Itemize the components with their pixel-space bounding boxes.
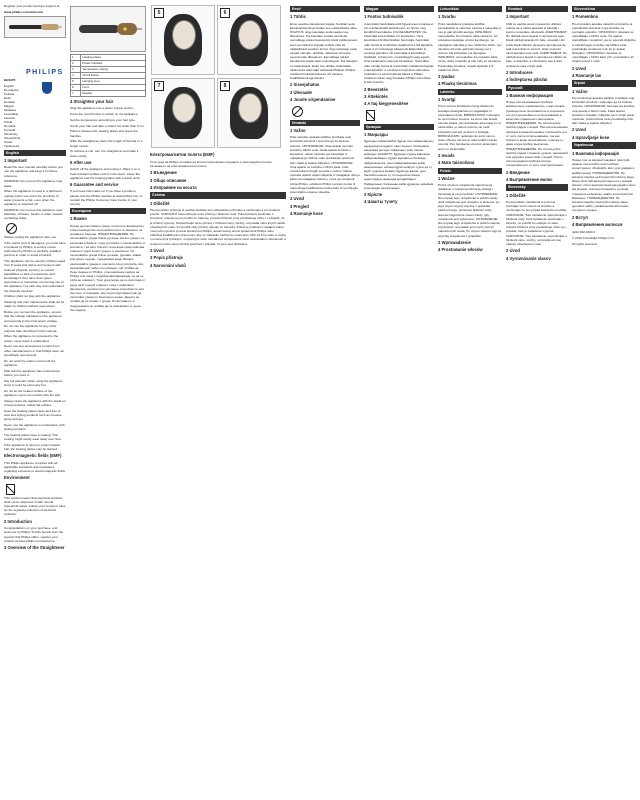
warning-item: Cleaning and user maintenance shall not be made by children without supervision. [4,300,65,309]
sl-section-title: Slovenščina [572,6,636,12]
sr-s2-heading: 2 Uvod [572,127,586,133]
kk-s4-heading: 4 Шашты түзету [364,199,398,205]
warning-item: Keep the heating plates clean and free of dust and styling products such as mousse, spray and gel. [4,408,63,422]
warning-item: Always unplug the appliance after use. [4,235,57,240]
et-section-title: Eesti [290,6,360,12]
hu-s2-heading: 2 Bevezetés [364,86,388,92]
sr-text: Pre korišćenja aparata pažljivo pročitajte ovaj korisnički priručnik i sačuvajte ga za buduće potrebe. UPOZORENJE: Nemojte da koristite ovaj aparat u blizini vode. Kada aparat koristite u kupatilu, isključite ga iz struje posle upotrebe, pošto blizina vode predstavlja rizik, čak i kada je aparat isključen. [572,96,635,126]
legend-label: On/off button [81,72,146,78]
bg-s3-heading: 3 Общо описание [150,177,187,183]
column-5 [364,4,434,796]
brand-logo: PHILIPS [26,69,64,76]
environment-text: This symbol means that electrical products shall not be disposed of with normal household waste. Follow your country's rules for the separate collection of electrical products. [4,495,66,517]
sl-text: Pred uporabo aparata natančno preberite ta uporabniški priročnik in ga shranite za poznejšo uporabo. OPOZORILO: Aparata ne uporabljajte v bližini vode. Če aparat uporabljate v kopalnici, ga po uporabi izključite iz električnega omrežja, saj bližina vode predstavlja nevarnost tudi, ko je aparat izklopljen. OPOZORILO: Aparata ne uporabljajte v bližini kadi, prh, umivalnikov ali drugih posod z vodo. [572,21,636,64]
english-section-title: English [4,150,66,156]
legend-label: Display [81,90,146,96]
sr-s4-heading: 4 Ispravljanje kose [572,134,610,140]
lt-s4-heading: 4 Plaukų tiesinimas [438,81,477,87]
kk-s1-heading: 1 Маңызды [364,132,388,138]
ro-text: Citiţi cu atenţie acest manual de utilizare înainte de a utiliza aparatul şi păstraţi-l pentru consultare ulterioară. AVERTISMENT: Nu utilizaţi acest aparat în apropierea apei. Dacă utilizaţi aparatul în baie, scoateţi-l din priză după utilizare deoarece apropierea de apă reprezintă un pericol, chiar şi atunci când aparatul este oprit. AVERTISMENT: Nu utilizaţi acest aparat în apropierea căzilor de baie, a duşurilor, a chiuvetelor sau a altor recipiente care conţin apă. [506,21,568,68]
language-list [4,84,66,148]
crossed-bin-icon [6,484,15,495]
warning-item: WARNING: Do not use this appliance near bathtubs, showers, basins or other vessels containing water. [4,207,63,221]
uk-s1-heading: 1 Важлива інформація [572,150,619,156]
sr-s1-heading: 1 Važno [572,88,588,94]
bg-s1-heading: 1 Важно [70,216,87,222]
legend-label: Cord [81,84,146,90]
language-item: Slovensky [4,131,18,136]
language-item: Slovenščina [4,135,21,140]
parts-legend [70,54,146,97]
cs-text: Před použitím přístroje si pečlivě přečtěte tuto uživatelskou příručku a uschovejte ji pro budoucí použití. VAROVÁNÍ: Nepoužívejte tento přístroj v blízkosti vody. Pokud přístroj používáte v koupelně, odpojte jej po použití ze zásuvky, protože blízkost vody představuje riziko i v případě, že je přístroj vypnutý. Nepoužívejte tento přístroj v blízkosti vany, sprchy, umyvadla nebo jiných nádob obsahujících vodu. Po použití vždy přístroj odpojte ze zásuvky. Pokud je poškozen napájecí kabel, musí jeho výměnu provést společnost Philips, autorizovaný servis společnosti Philips nebo obdobně kvalifikovaní pracovníci, aby se zabránilo možnému nebezpečí. Děti od 8 let věku a osoby s omezenými fyzickými, smyslovými nebo mentálními schopnostmi nebo nedostatkem zkušeností a znalostí mohou tento přístroj používat v případě, že jsou pod dohledem. [150,208,286,246]
language-item: Latviešu [4,115,16,120]
language-item: Čeština [4,91,15,96]
straightener-diagram-icon [73,9,143,49]
column-cover-english [4,4,66,796]
pl-section-title: Polski [438,168,502,174]
column-8 [572,4,636,796]
crossed-bin-icon [366,110,375,121]
hu-s3-heading: 3 Áttekintés [364,94,388,100]
legend-label: Temperature setting [81,66,146,72]
cs-s1-heading: 1 Důležité [150,200,170,206]
warning-item: This appliance can be used by children aged from 8 years and above and persons with reduced physical, sensory or mental capabilities or lack of experience and knowledge if they have been given supervision or instruction concerning use of the appliance in a safe way and understand the hazards involved. [4,259,66,293]
warning-item: The heating plates have a coating. This coating might slowly wear away over time. [4,432,62,442]
ro-s1-heading: 1 Important [506,14,529,20]
hair-figure-grid [150,4,286,150]
lv-s4-heading: 4 Matu taisnošana [438,160,475,166]
warning-item: Pay full attention when using the appliance since it could be extremely hot. [4,378,63,387]
warning-item: Before you connect the appliance, ensure that the voltage indicated on the appliance corresponds to the local power voltage. [4,310,62,323]
uk-section-title: Українська [572,142,636,148]
no-water-icon [6,223,17,234]
language-item: Български [4,87,19,92]
et-s4-heading: 4 Juuste sirgendamine [290,97,336,103]
footer-copyright: © 2016 Koninklijke Philips N.V. [572,236,615,241]
warning-item: Never use the appliance in combination with styling products. [4,422,65,432]
environment-heading: Environment [4,475,30,481]
ru-section-title: Русский [506,85,568,91]
cover-top-line: Register your product and get support at [4,4,60,8]
language-item: Українська [4,143,20,148]
column-hair-figures [150,4,286,796]
ro-s4-heading: 4 Îndreptarea părului [506,77,548,83]
ru-s4-heading: 4 Выпрямление волос [506,176,553,182]
sl-s4-heading: 4 Ravnanje las [572,73,602,79]
warning-item: If the mains cord is damaged, you must have it replaced by Philips, a service centre authorised by Philips or similarly qualified persons in order to avoid a hazard. [4,240,66,258]
kk-text: Құралды пайдаланбас бұрын осы пайдаланушы нұсқаулығын мұқият оқып шығып, болашақта анықтама ретінде пайдалану үшін сақтап қойыңыз. ЕСКЕРТУ: Құралды судың жанында пайдаланбаңыз. Құрал жуынатын бөлмеде пайдаланылса, оны пайдаланғаннан кейін ажыратыңыз, өйткені құрал өшірулі тұрса да су қауіп тудыруы мүмкін. Құралды ванна, душ, бассейн немесе су толтырылған басқа ыдыстардың жанында қолданбаңыз. Пайдаланып болғаннан кейін құралды әрдайым розеткадан ажыратыңыз. [364,139,434,190]
column-6 [438,4,502,796]
warning-item: Always place the appliance with the stand on a heat-resistant, stable flat surface. [4,398,66,407]
legend-number: 6 [71,84,81,90]
cover-url: www.philips.com/welcome [4,9,44,14]
legend-number: 7 [71,90,81,96]
uk-text: Перед тим як використовувати пристрій, уважно прочитайте цей посібник користувача і зберігайте його для довідки в майбутньому. ПОПЕРЕДЖЕННЯ. Не використовуйте цей пристрій поблизу води. Якщо пристрій використовується у ванній кімнаті, після використання від'єднуйте його від мережі, оскільки близькість до води становить небезпеку, навіть коли пристрій вимкнено. ПОПЕРЕДЖЕННЯ. Не використовуйте пристрій поблизу ванн, душових кабін, умивальників або інших посудин із водою. [572,157,636,213]
english-s4-heading: 4 Straighten your hair [70,98,114,104]
cs-section-title: Čeština [150,192,286,198]
legend-number: 3 [71,66,81,72]
sk-s1-heading: 1 Dôležité [506,192,526,198]
sk-section-title: Slovensky [506,184,568,190]
footer-code: 4222.002.0409.2 [572,230,596,235]
uk-s4-heading: 4 Випрямлення волосся [572,221,623,227]
sk-text: Pred použitím zariadenia si pozorne prečítajte tento návod na použitie a uschovajte ho pre prípad budúceho použitia. VAROVANIE: Toto zariadenie nepoužívajte v blízkosti vody. Keď zariadenie používate v kúpeľni, po použití ho odpojte zo siete, pretože blízkosť vody predstavuje riziko aj v prípade, keď je zariadenie vypnuté. VAROVANIE: Toto zariadenie nepoužívajte v blízkosti vane, sprchy, umývadla ani inej nádoby obsahujúcej vodu. [506,199,568,246]
warning-item: WARNING: Do not use this appliance near water. [4,179,63,188]
ru-s2-heading: 2 Введение [506,169,530,175]
warning-item: When the appliance is used in a bathroom, unplug it after use since the proximity of water presents a risk, even when the appliance is switched off. [4,189,63,207]
lv-s2-heading: 2 Ievads [438,152,455,158]
straightener-icon [7,20,63,34]
english-s3-heading: 3 Overview of the Straightener [4,544,65,550]
hr-section-title: Hrvatski [290,120,360,126]
cs-s4-heading: 4 Narovnání vlasů [150,262,186,268]
emf-heading: Electromagnetic fields (EMF) [4,453,62,459]
uk-s2-heading: 2 Вступ [572,214,588,220]
legend-number: 2 [71,60,81,66]
ru-text: Перед использованием прибора внимательно ознакомьтесь с настоящим руководством пользователя и сохраните его для дальнейшего использования в качестве справочного материала. ПРЕДУПРЕЖДЕНИЕ. Не используйте прибор рядом с водой. При использовании прибора в ванной комнате отключайте его от сети после использования, так как близость воды представляет опасность, даже когда прибор выключен. ПРЕДУПРЕЖДЕНИЕ. Не используйте прибор рядом с ванной, душем, раковиной или другими емкостями с водой. После использования прибора всегда отключайте его от сети электропитания. [506,100,568,168]
hu-section-title: Magyar [364,6,434,12]
parts-diagram [70,6,146,52]
emf-text: This Philips appliance complies with all applicable standards and regulations regarding exposure to electromagnetic fields. [4,460,66,474]
bg-text: Преди да използвате уреда, прочетете внимателно това ръководство за потребителя и го запазете за справка в бъдеще. ПРЕДУПРЕЖДЕНИЕ: Не използвайте уреда близо до вода. Когато уредът се използва в банята, след употреба го изключвайте от контакта, тъй като близостта на вода представлява опасност дори когато уредът е изключен. Не използвайте уреда близо до вани, душове, мивки или други съдове, съдържащи вода. Винаги изключвайте уреда от контакта след употреба. Ако захранващият кабел се повреди, той трябва да бъде сменен от Philips, упълномощен сервиз на Philips или лица с подобна квалификация, за да се избегне опасност. Този уред може да се използва от деца на 8 и над 8 години и лица с намалени физически, сетивни или умствени способности или без опит и познания, ако са инструктирани как да използват уреда по безопасен начин. Децата не трябва да си играят с уреда. Почистването и поддръжката не трябва да се извършват от деца без надзор. [70,223,146,312]
table-row [71,90,146,96]
legend-label: Hanging loop [81,78,146,84]
hair-figure-1: 5 [151,5,215,75]
bg-section-title: Български [70,208,146,214]
step-item: To achieve a curl, turn the straightener and slide it down slowly. [70,149,139,158]
warning-item: Do not wind the mains cord round the appliance. [4,358,56,367]
bg-s4-heading: 4 Изправяне на косата [150,185,197,191]
warning-item: When the appliance is connected to the power, never leave it unattended. [4,334,59,343]
pl-s4-heading: 4 Prostowanie włosów [438,247,483,253]
language-item: Қазақша [4,107,16,112]
cs-s3-heading: 3 Popis přístroje [150,255,183,261]
no-water-icon [292,106,303,117]
hr-s3-heading: 3 Pregled [290,203,309,209]
step-item: Set the temperature according to your hair type. [70,117,136,122]
legend-number: 5 [71,78,81,84]
column-4 [290,4,360,796]
language-item: Srpski [4,139,13,144]
kk-s2-heading: 2 Кіріспе [364,191,383,197]
language-item: Русский [4,127,16,132]
sl-s1-heading: 1 Pomembno [572,14,599,20]
language-item: Lietuviškai [4,111,19,116]
lt-s2-heading: 2 Įvadas [438,74,455,80]
lv-s1-heading: 1 Svarīgi [438,97,456,103]
language-item: Eesti [4,95,11,100]
english-s2-heading: 2 Introduction [4,518,32,524]
bg-s2-heading: 2 Въведение [150,170,177,176]
et-s3-heading: 3 Ülevaade [290,89,312,95]
sk-s2-heading: 2 Úvod [506,248,520,254]
hu-s4-heading: 4 A haj kiegyenesítése [364,101,409,107]
bg-emf-heading: Електромагнитни полета (EMF) [150,152,215,158]
hr-s1-heading: 1 Važno [290,127,306,133]
language-item: Magyar [4,103,15,108]
language-item: Română [4,123,16,128]
english-s5-heading: 5 After use [70,159,92,165]
et-s1-heading: 1 Tähtis [290,14,306,20]
warning-item: Children shall not play with the appliance. [4,294,61,299]
english-s1-heading: 1 Important [4,157,27,163]
hair-figure-2: 6 [217,5,281,75]
ro-s2-heading: 2 Introducere [506,69,533,75]
bg-emf-text: Този уред на Philips отговаря на всички приложими стандарти и разпоредби относно излагането на електромагнитни полета. [150,159,272,169]
warning-item: Never use any accessories or parts from other manufacturers or that Philips does not specifically recommend. [4,344,65,357]
column-figures [70,4,146,796]
lt-text: Prieš naudodami prietaisą atidžiai perskaitykite šį vartotojo vadovą ir saugokite jį, nes jo gali prireikti ateityje. ĮSPĖJIMAS: nenaudokite šio prietaiso šalia vandens. Jei prietaisą naudojate vonios kambaryje, po naudojimo atjunkite jį nuo maitinimo tinklo, nes vandens artumas gali kelti pavojų net ir tuomet, kai prietaisas yra išjungtas. ĮSPĖJIMAS: nenaudokite šio prietaiso šalia vonių, dušų, kriauklių ar kitų indų su vandeniu. Panaudoję prietaisą, visada išjunkite jį iš maitinimo lizdo. [438,21,502,72]
philips-shield-icon [42,82,52,94]
legend-label: Power indicator [81,60,146,66]
hr-s2-heading: 2 Uvod [290,196,304,202]
step-item: Press the on/off button to switch on the appliance. [70,112,139,117]
warning-item: If the appliance is used on colour-treated hair, the heating plates may be stained. [4,442,60,452]
language-item: Polski [4,119,13,124]
sk-s4-heading: 4 Vyrovnávanie vlasov [506,255,551,261]
legend-number: 1 [71,55,81,61]
sl-s2-heading: 2 Uvod [572,65,586,71]
footer-rights: All rights reserved [572,241,597,246]
step-item: Place it between the heating plates and press the handles. [70,129,138,138]
lt-s1-heading: 1 Svarbu [438,14,456,20]
lv-text: Pirms ierīces lietošanas rūpīgi izlasiet šo lietotāja rokasgrāmatu un saglabājiet to turpmākai uzziņai. BRĪDINĀJUMS: nelietojiet šo ierīci ūdens tuvumā. Ja ierīce tiek lietota vannas istabā, pēc lietošanas atvienojiet to no elektrotīkla, jo ūdens tuvums var radīt bīstamību pat tad, ja ierīce ir izslēgta. BRĪDINĀJUMS: nelietojiet šo ierīci vannu, dušu, izlietņu vai citu ar ūdeni pildītu trauku tuvumā. Pēc lietošanas vienmēr atvienojiet ierīci no elektrotīkla. [438,104,502,151]
step-item: Slide the straightener down the length of the hair in a single motion. [70,139,143,148]
et-text: Enne seadme kasutamist lugege hoolikalt seda kasutusjuhendit ja hoidke see edaspidiseks alles. HOIATUS: ärge kasutage seda seadet vee läheduses. Kui kasutate seadet vannitoas, eemaldage pärast kasutamist pistik pistikupesast, sest vee lähedus kujutab endast ohtu ka väljalülitatud seadme korral. Ärge kasutage seda seadet vannide, duššide, valamute või teiste veeanumate läheduses. Eemaldage pärast kasutamist seade alati vooluvõrgust. Kui toitejuhe on kahjustatud, laske see ohtlike olukordade vältimiseks alati välja vahetada Philipsil, Philipsi volitatud hoolduskeskuses või vastava kvalifikatsiooniga isikutel. [290,21,358,81]
hu-s1-heading: 1 Fontos tudnivalók [364,14,404,20]
pl-text: Przed użyciem urządzenia zapoznaj się dokładnie z niniejszą instrukcją obsługi i zachowaj ją na przyszłość. OSTRZEŻENIE: Nie używaj tego urządzenia w pobliżu wody. Jeśli urządzenie jest używane w łazience, po jego użyciu wyjmij wtyczkę z gniazdka elektrycznego, ponieważ bliskość wody stanowi zagrożenie nawet wtedy, gdy urządzenie jest wyłączone. OSTRZEŻENIE: Nie używaj tego urządzenia w pobliżu wanien, pryszniców, umywalek ani innych naczyń napełnionych wodą. Po użyciu zawsze wyjmuj wtyczkę urządzenia z gniazdka. [438,183,502,238]
english-s6-heading: 6 Guarantee and service [70,181,119,187]
english-s5-text: Switch off the appliance and unplug it. Place it on a heat-resistant surface until it cools down. Clean the appliance and the heating plates with a damp cloth. [70,167,141,180]
kk-section-title: Қазақша [364,124,434,130]
hr-text: Prije uporabe aparata pažljivo pročitajte ovaj korisnički priručnik i spremite ga za buduće potrebe. UPOZORENJE: Ovaj aparat nemojte koristiti u blizini vode. Kada aparat koristite u kupaonici, nakon uporabe ga iskopčajte iz napajanja jer blizina vode predstavlja opasnost, čak i kada je aparat isključen. UPOZORENJE: Ovaj aparat ne koristite u blizini kade, tuša, umivaonika ili drugih posuda s vodom. Nakon uporabe aparat uvijek isključite iz napajanja. Ako je kabel za napajanje oštećen, mora ga zamijeniti tvrtka Philips, ovlašteni Philips servisni centar ili neka druga kvalificirana osoba kako bi se izbjegle potencijalno opasne situacije. [290,135,360,194]
english-s6-text: If you need information or if you have a problem, please visit the Philips website at www.philips.com or contact the Philips Customer Care Centre in your country. [70,189,143,206]
column-7 [506,4,568,796]
pl-s2-heading: 2 Wprowadzenie [438,239,471,245]
legend-number: 4 [71,72,81,78]
warning-item: Do not let the heated surface of the appliance come into contact with the skin. [4,388,62,397]
step-item: Plug the appliance into a power supply socket. [70,106,134,111]
lv-section-title: Latviešu [438,89,502,95]
english-s1-intro: Read this user manual carefully before you use the appliance and keep it for future reference. [4,165,63,178]
legend-label: Heating plates [81,55,146,61]
lt-section-title: Lietuviškai [438,6,502,12]
warning-item: Wait until the appliance has cooled down before you store it. [4,368,60,377]
cs-s2-heading: 2 Úvod [150,247,164,253]
warning-item: Do not use the appliance for any other purpose than described in this manual. [4,324,58,333]
language-item: Hrvatski [4,99,15,104]
hair-figure-4: 8 [217,78,281,148]
hair-figure-3: 7 [151,78,215,148]
pl-s1-heading: 1 Ważne [438,175,455,181]
step-item: Comb your hair and take a strand not wider than 5 cm. [70,123,145,128]
product-image [4,16,66,38]
english-s2-text: Congratulations on your purchase, and welcome to Philips! To fully benefit from the support that Philips offers, register your product at www.philips.com/welcome. [4,526,64,543]
ru-s1-heading: 1 Важная информация [506,92,554,98]
language-item: English [4,83,14,88]
sr-section-title: Srpski [572,80,636,86]
model-code: BHS376 [4,78,16,82]
ro-section-title: Română [506,6,568,12]
hu-text: A készülék használata előtt figyelmesen olvassa el ezt a felhasználói kézikönyvet, és őrizze meg későbbi használatra. FIGYELMEZTETÉS: Ne használja a készüléket víz közelében. Ha a készüléket fürdőszobában használja, használat után húzza ki a hálózati csatlakozót a fali aljzatból, mivel a víz közelsége kikapcsolt állapotban is veszélyt jelenthet. Ne használja a készüléket fürdőkád, zuhanyozó, mosdókagyló vagy egyéb, vizet tartalmazó edények közelében. Használat után mindig húzza ki a készülék csatlakozódugóját a fali aljzatból. A veszélyes helyzetek elkerülése érdekében a sérült hálózati kábelt a Philips szakszervizben vagy hivatalos Philips szervizben ki kell cserélni. [364,21,434,85]
hr-s4-heading: 4 Ravnanje kose [290,210,323,216]
et-s2-heading: 2 Sissejuhatus [290,82,320,88]
